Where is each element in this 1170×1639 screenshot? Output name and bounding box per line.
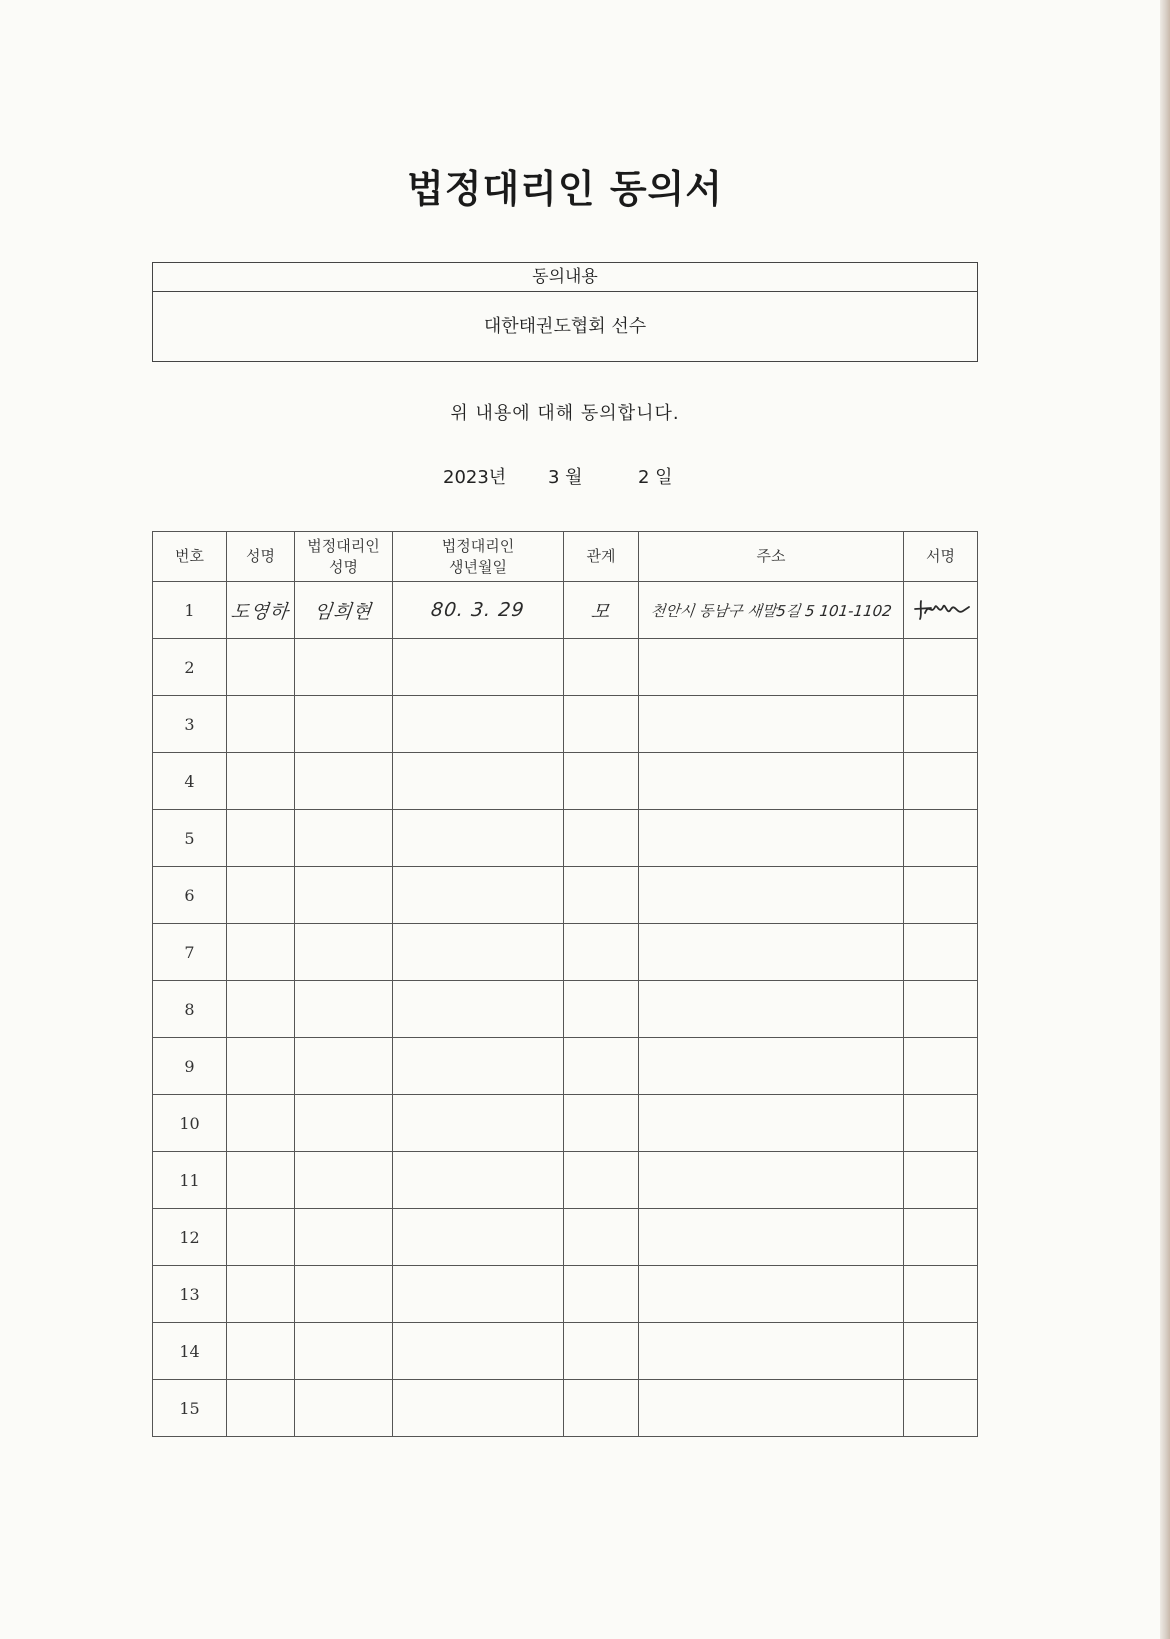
cell-signature <box>904 753 978 810</box>
table-row <box>153 981 978 1038</box>
cell-guardian-name <box>295 924 393 981</box>
cell-guardian-birth <box>393 924 564 981</box>
header-name: 성명 <box>227 532 295 582</box>
table-row <box>153 753 978 810</box>
cell-name <box>227 1380 295 1437</box>
cell-relation <box>564 582 639 639</box>
table-row <box>153 1323 978 1380</box>
cell-name <box>227 867 295 924</box>
cell-guardian-birth <box>393 1266 564 1323</box>
table-row <box>153 582 978 639</box>
row-number: 14 <box>153 1323 227 1380</box>
cell-address <box>639 981 904 1038</box>
cell-guardian-name <box>295 981 393 1038</box>
cell-guardian-name <box>295 1266 393 1323</box>
cell-guardian-name <box>295 1380 393 1437</box>
cell-guardian-name <box>295 639 393 696</box>
cell-signature <box>904 1152 978 1209</box>
cell-address <box>639 696 904 753</box>
cell-name <box>227 753 295 810</box>
cell-name <box>227 810 295 867</box>
table-header-row <box>153 532 978 582</box>
cell-name <box>227 639 295 696</box>
date-day: 2 일 <box>638 467 673 488</box>
cell-relation <box>564 1380 639 1437</box>
handwritten-guardian-birth: 80. 3. 29 <box>430 599 526 621</box>
header-relation: 관계 <box>564 532 639 582</box>
cell-guardian-name <box>295 1038 393 1095</box>
cell-relation <box>564 867 639 924</box>
cell-signature <box>904 867 978 924</box>
cell-signature <box>904 1323 978 1380</box>
cell-signature <box>904 1209 978 1266</box>
cell-signature <box>904 810 978 867</box>
cell-guardian-name <box>295 810 393 867</box>
cell-guardian-birth <box>393 582 564 639</box>
cell-relation <box>564 639 639 696</box>
handwritten-guardian-name: 임희현 <box>313 600 374 623</box>
row-number: 9 <box>153 1038 227 1095</box>
cell-relation <box>564 1095 639 1152</box>
row-number: 11 <box>153 1152 227 1209</box>
cell-guardian-birth <box>393 1095 564 1152</box>
table-row <box>153 810 978 867</box>
cell-address <box>639 867 904 924</box>
cell-signature <box>904 924 978 981</box>
cell-guardian-birth <box>393 696 564 753</box>
cell-guardian-birth <box>393 1209 564 1266</box>
cell-guardian-name <box>295 582 393 639</box>
header-guardian-birth-line2: 생년월일 <box>449 557 507 576</box>
cell-relation <box>564 981 639 1038</box>
cell-guardian-name <box>295 753 393 810</box>
table-row <box>153 1380 978 1437</box>
row-number: 15 <box>153 1380 227 1437</box>
cell-name <box>227 1038 295 1095</box>
cell-guardian-name <box>295 1095 393 1152</box>
table-row <box>153 1209 978 1266</box>
cell-guardian-name <box>295 696 393 753</box>
table-row <box>153 1038 978 1095</box>
cell-signature <box>904 582 978 639</box>
consent-box <box>152 262 978 362</box>
cell-address <box>639 810 904 867</box>
table-row <box>153 867 978 924</box>
row-number: 4 <box>153 753 227 810</box>
cell-address <box>639 1095 904 1152</box>
cell-relation <box>564 810 639 867</box>
cell-signature <box>904 1266 978 1323</box>
row-number: 12 <box>153 1209 227 1266</box>
handwritten-relation: 모 <box>589 600 612 623</box>
header-no: 번호 <box>153 532 227 582</box>
cell-relation <box>564 1038 639 1095</box>
handwritten-address: 천안시 동남구 새말5길 5 101-1102 <box>649 601 893 620</box>
cell-name <box>227 1266 295 1323</box>
cell-guardian-birth <box>393 1323 564 1380</box>
cell-guardian-name <box>295 867 393 924</box>
cell-name <box>227 582 295 639</box>
cell-guardian-name <box>295 1323 393 1380</box>
cell-relation <box>564 1152 639 1209</box>
cell-name <box>227 1209 295 1266</box>
consent-body: 대한태권도협회 선수 <box>483 316 647 337</box>
row-number: 1 <box>153 582 227 639</box>
cell-guardian-birth <box>393 639 564 696</box>
header-address: 주소 <box>639 532 904 582</box>
document-title: 법정대리인 동의서 <box>407 166 723 211</box>
cell-address <box>639 1038 904 1095</box>
cell-signature <box>904 1038 978 1095</box>
cell-signature <box>904 1095 978 1152</box>
header-guardian-name-line1: 법정대리인 <box>307 536 380 555</box>
cell-address <box>639 1266 904 1323</box>
header-guardian-birth-line1: 법정대리인 <box>441 536 515 555</box>
cell-relation <box>564 696 639 753</box>
cell-relation <box>564 1209 639 1266</box>
cell-guardian-birth <box>393 1380 564 1437</box>
cell-address <box>639 1152 904 1209</box>
cell-guardian-birth <box>393 810 564 867</box>
cell-relation <box>564 1323 639 1380</box>
row-number: 2 <box>153 639 227 696</box>
paper-edge <box>1160 0 1170 1639</box>
cell-address <box>639 582 904 639</box>
cell-signature <box>904 981 978 1038</box>
cell-name <box>227 1323 295 1380</box>
row-number: 13 <box>153 1266 227 1323</box>
consent-header: 동의내용 <box>153 263 977 292</box>
cell-relation <box>564 753 639 810</box>
cell-relation <box>564 924 639 981</box>
cell-name <box>227 981 295 1038</box>
cell-guardian-birth <box>393 1038 564 1095</box>
handwritten-name: 도영하 <box>230 600 291 623</box>
row-number: 3 <box>153 696 227 753</box>
table-row <box>153 696 978 753</box>
table-row <box>153 1095 978 1152</box>
cell-address <box>639 924 904 981</box>
table-row <box>153 1266 978 1323</box>
cell-guardian-birth <box>393 1152 564 1209</box>
cell-guardian-birth <box>393 753 564 810</box>
table-row <box>153 1152 978 1209</box>
cell-signature <box>904 1380 978 1437</box>
cell-address <box>639 753 904 810</box>
cell-name <box>227 924 295 981</box>
cell-guardian-name <box>295 1209 393 1266</box>
cell-guardian-birth <box>393 981 564 1038</box>
consent-statement: 위 내용에 대해 동의합니다. <box>450 403 680 424</box>
cell-name <box>227 1152 295 1209</box>
date-year: 2023년 <box>443 467 507 488</box>
header-guardian-birth <box>393 532 564 582</box>
cell-signature <box>904 639 978 696</box>
header-guardian-name-line2: 성명 <box>329 557 358 576</box>
cell-address <box>639 1323 904 1380</box>
row-number: 10 <box>153 1095 227 1152</box>
cell-relation <box>564 1266 639 1323</box>
row-number: 5 <box>153 810 227 867</box>
table-row <box>153 639 978 696</box>
cell-address <box>639 639 904 696</box>
row-number: 6 <box>153 867 227 924</box>
cell-guardian-name <box>295 1152 393 1209</box>
row-number: 8 <box>153 981 227 1038</box>
cell-name <box>227 696 295 753</box>
date-month: 3 월 <box>548 467 583 488</box>
cell-signature <box>904 696 978 753</box>
cell-guardian-birth <box>393 867 564 924</box>
header-guardian-name <box>295 532 393 582</box>
row-number: 7 <box>153 924 227 981</box>
signature-icon <box>911 593 971 627</box>
cell-address <box>639 1209 904 1266</box>
table-row <box>153 924 978 981</box>
guardian-table <box>152 531 978 1437</box>
cell-name <box>227 1095 295 1152</box>
cell-address <box>639 1380 904 1437</box>
header-signature: 서명 <box>904 532 978 582</box>
